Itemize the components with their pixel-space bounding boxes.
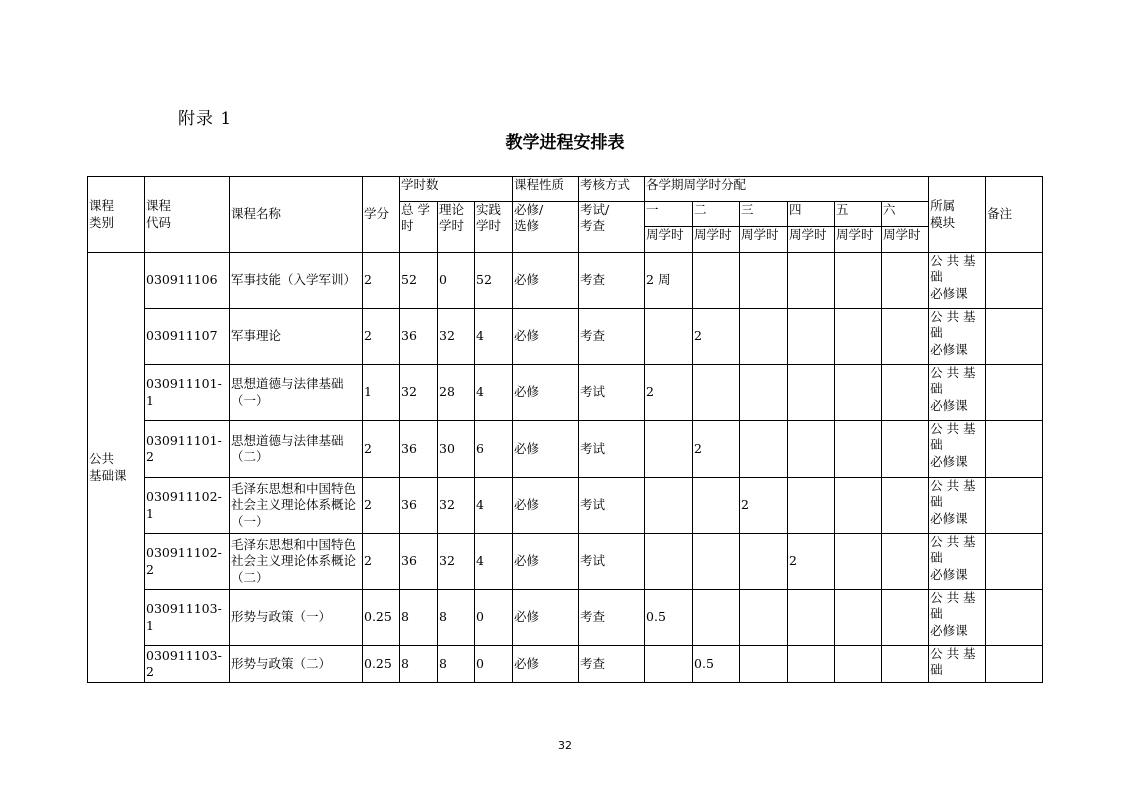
- remarks: [986, 421, 1043, 478]
- practice-hours: 4: [475, 309, 513, 365]
- course-nature: 必修: [513, 253, 579, 309]
- header-total-hours: 总 学 时: [400, 202, 438, 253]
- assessment-method: 考试: [579, 478, 645, 534]
- semester-header: 四: [788, 202, 835, 227]
- practice-hours: 4: [475, 365, 513, 421]
- semester-hours: 2: [645, 365, 693, 421]
- module: 公 共 基 础 必修课: [929, 478, 986, 534]
- semester-hours: 2: [740, 478, 788, 534]
- theory-hours: 8: [438, 646, 475, 683]
- semester-hours: [835, 478, 882, 534]
- module: 公 共 基 础 必修课: [929, 253, 986, 309]
- practice-hours: 4: [475, 478, 513, 534]
- course-name: 毛泽东思想和中国特色社会主义理论体系概论（二）: [230, 534, 363, 590]
- semester-hours: [835, 534, 882, 590]
- remarks: [986, 534, 1043, 590]
- header-practice-hours: 实践 学时: [475, 202, 513, 253]
- theory-hours: 8: [438, 590, 475, 646]
- semester-hours: 2: [693, 421, 740, 478]
- category-cell: 公共 基础课: [88, 253, 145, 683]
- total-hours: 36: [400, 534, 438, 590]
- header-module: 所属 模块: [929, 177, 986, 253]
- course-name: 军事技能（入学军训）: [230, 253, 363, 309]
- semester-hours: [835, 309, 882, 365]
- practice-hours: 6: [475, 421, 513, 478]
- semester-header: 三: [740, 202, 788, 227]
- semester-header: 六: [882, 202, 929, 227]
- semester-hours: [788, 309, 835, 365]
- header-distribution: 各学期周学时分配: [645, 177, 929, 202]
- semester-hours: [693, 365, 740, 421]
- course-code: 030911101-1: [145, 365, 230, 421]
- course-name: 毛泽东思想和中国特色社会主义理论体系概论（一）: [230, 478, 363, 534]
- weekly-hours-header: 周学时: [645, 227, 693, 253]
- module: 公 共 基 础 必修课: [929, 421, 986, 478]
- semester-hours: [740, 421, 788, 478]
- semester-hours: [882, 365, 929, 421]
- semester-hours: 0.5: [693, 646, 740, 683]
- credits: 2: [363, 478, 400, 534]
- header-category: 课程 类别: [88, 177, 145, 253]
- course-nature: 必修: [513, 478, 579, 534]
- credits: 2: [363, 534, 400, 590]
- credits: 2: [363, 253, 400, 309]
- assessment-method: 考查: [579, 309, 645, 365]
- course-name: 思想道德与法律基础（一）: [230, 365, 363, 421]
- semester-hours: [693, 534, 740, 590]
- practice-hours: 4: [475, 534, 513, 590]
- theory-hours: 30: [438, 421, 475, 478]
- header-name: 课程名称: [230, 177, 363, 253]
- weekly-hours-header: 周学时: [740, 227, 788, 253]
- page-title: 教学进程安排表: [505, 133, 625, 153]
- semester-hours: 2: [788, 534, 835, 590]
- table-row: [88, 478, 1043, 534]
- assessment-method: 考试: [579, 365, 645, 421]
- total-hours: 52: [400, 253, 438, 309]
- course-code: 030911102-2: [145, 534, 230, 590]
- semester-hours: 2 周: [645, 253, 693, 309]
- table-row: [88, 253, 1043, 309]
- weekly-hours-header: 周学时: [835, 227, 882, 253]
- theory-hours: 32: [438, 309, 475, 365]
- credits: 2: [363, 421, 400, 478]
- semester-hours: [740, 365, 788, 421]
- assessment-method: 考查: [579, 646, 645, 683]
- credits: 0.25: [363, 590, 400, 646]
- weekly-hours-header: 周学时: [693, 227, 740, 253]
- total-hours: 36: [400, 478, 438, 534]
- semester-hours: [882, 478, 929, 534]
- semester-hours: [835, 421, 882, 478]
- course-code: 030911102-1: [145, 478, 230, 534]
- header-credits: 学分: [363, 177, 400, 253]
- semester-hours: [740, 253, 788, 309]
- module: 公 共 基 础 必修课: [929, 309, 986, 365]
- semester-hours: [645, 478, 693, 534]
- course-nature: 必修: [513, 646, 579, 683]
- theory-hours: 0: [438, 253, 475, 309]
- semester-hours: [882, 590, 929, 646]
- header-assessment-values: 考试/ 考查: [579, 202, 645, 253]
- semester-hours: [835, 365, 882, 421]
- practice-hours: 0: [475, 590, 513, 646]
- semester-hours: [788, 478, 835, 534]
- semester-hours: 2: [693, 309, 740, 365]
- semester-hours: [882, 309, 929, 365]
- course-nature: 必修: [513, 309, 579, 365]
- header-remarks: 备注: [986, 177, 1043, 253]
- semester-hours: [645, 646, 693, 683]
- semester-hours: [645, 421, 693, 478]
- course-nature: 必修: [513, 534, 579, 590]
- page-number: 32: [558, 739, 572, 752]
- semester-hours: [740, 646, 788, 683]
- semester-hours: [788, 253, 835, 309]
- weekly-hours-header: 周学时: [788, 227, 835, 253]
- appendix-label: 附录 1: [178, 109, 233, 129]
- semester-header: 一: [645, 202, 693, 227]
- course-name: 形势与政策（一）: [230, 590, 363, 646]
- total-hours: 8: [400, 590, 438, 646]
- theory-hours: 32: [438, 534, 475, 590]
- module: 公 共 基 础 必修课: [929, 590, 986, 646]
- course-code: 030911107: [145, 309, 230, 365]
- theory-hours: 28: [438, 365, 475, 421]
- total-hours: 36: [400, 421, 438, 478]
- semester-hours: [882, 534, 929, 590]
- semester-hours: [693, 253, 740, 309]
- semester-hours: [788, 590, 835, 646]
- assessment-method: 考查: [579, 590, 645, 646]
- semester-hours: [882, 253, 929, 309]
- header-nature: 课程性质: [513, 177, 579, 202]
- assessment-method: 考试: [579, 421, 645, 478]
- practice-hours: 52: [475, 253, 513, 309]
- semester-hours: [835, 253, 882, 309]
- header-theory-hours: 理论 学时: [438, 202, 475, 253]
- course-name: 军事理论: [230, 309, 363, 365]
- semester-hours: [835, 646, 882, 683]
- credits: 2: [363, 309, 400, 365]
- practice-hours: 0: [475, 646, 513, 683]
- total-hours: 8: [400, 646, 438, 683]
- semester-hours: [740, 309, 788, 365]
- course-nature: 必修: [513, 590, 579, 646]
- remarks: [986, 309, 1043, 365]
- semester-header: 五: [835, 202, 882, 227]
- header-nature-values: 必修/ 选修: [513, 202, 579, 253]
- assessment-method: 考试: [579, 534, 645, 590]
- semester-hours: [740, 534, 788, 590]
- semester-hours: [882, 646, 929, 683]
- semester-hours: [835, 590, 882, 646]
- semester-hours: [740, 590, 788, 646]
- table-row: [88, 590, 1043, 646]
- module: 公 共 基 础 必修课: [929, 534, 986, 590]
- course-code: 030911103-2: [145, 646, 230, 683]
- semester-hours: 0.5: [645, 590, 693, 646]
- header-hours: 学时数: [400, 177, 513, 202]
- module: 公 共 基 础: [929, 646, 986, 683]
- schedule-table: [87, 176, 1043, 683]
- semester-hours: [645, 309, 693, 365]
- course-code: 030911103-1: [145, 590, 230, 646]
- course-name: 形势与政策（二）: [230, 646, 363, 683]
- semester-hours: [645, 534, 693, 590]
- header-assessment: 考核方式: [579, 177, 645, 202]
- header-code: 课程 代码: [145, 177, 230, 253]
- total-hours: 36: [400, 309, 438, 365]
- course-code: 030911106: [145, 253, 230, 309]
- table-row: [88, 534, 1043, 590]
- credits: 0.25: [363, 646, 400, 683]
- table-row: [88, 646, 1043, 683]
- semester-hours: [788, 646, 835, 683]
- table-row: [88, 365, 1043, 421]
- table-row: [88, 421, 1043, 478]
- weekly-hours-header: 周学时: [882, 227, 929, 253]
- remarks: [986, 365, 1043, 421]
- semester-hours: [693, 590, 740, 646]
- semester-hours: [788, 365, 835, 421]
- total-hours: 32: [400, 365, 438, 421]
- semester-header: 二: [693, 202, 740, 227]
- remarks: [986, 253, 1043, 309]
- remarks: [986, 590, 1043, 646]
- semester-hours: [693, 478, 740, 534]
- course-name: 思想道德与法律基础（二）: [230, 421, 363, 478]
- module: 公 共 基 础 必修课: [929, 365, 986, 421]
- semester-hours: [788, 421, 835, 478]
- assessment-method: 考查: [579, 253, 645, 309]
- remarks: [986, 646, 1043, 683]
- course-code: 030911101-2: [145, 421, 230, 478]
- course-nature: 必修: [513, 421, 579, 478]
- remarks: [986, 478, 1043, 534]
- credits: 1: [363, 365, 400, 421]
- theory-hours: 32: [438, 478, 475, 534]
- semester-hours: [882, 421, 929, 478]
- table-row: [88, 309, 1043, 365]
- course-nature: 必修: [513, 365, 579, 421]
